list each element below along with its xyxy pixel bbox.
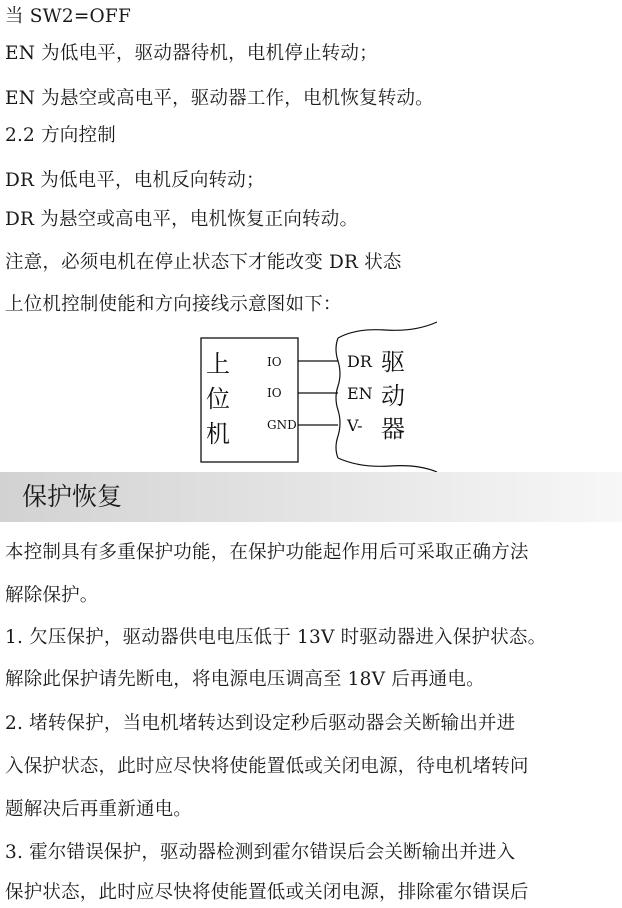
host-pin-label: IO — [267, 386, 282, 400]
host-pin-label: GND — [267, 418, 297, 432]
driver-pin-label: EN — [347, 384, 373, 403]
text-line: 题解决后再重新通电。 — [5, 799, 193, 820]
text-line: 解除此保护请先断电，将电源电压调高至 18V 后再通电。 — [5, 669, 485, 690]
driver-pin-label: DR — [347, 352, 372, 371]
section-header — [0, 472, 622, 522]
text-line: 解除保护。 — [5, 585, 99, 606]
text-line: 当 SW2=OFF — [5, 6, 131, 27]
driver-pin-label: V- — [347, 416, 363, 435]
text-line: 注意，必须电机在停止状态下才能改变 DR 状态 — [5, 252, 402, 273]
text-line: 2.2 方向控制 — [5, 125, 116, 146]
driver-label-char: 器 — [381, 415, 405, 443]
text-line: 2. 堵转保护，当电机堵转达到设定秒后驱动器会关断输出并进 — [5, 713, 516, 734]
text-line: EN 为悬空或高电平，驱动器工作，电机恢复转动。 — [5, 88, 434, 109]
host-label-char: 上 — [206, 350, 230, 378]
text-line: 上位机控制使能和方向接线示意图如下： — [5, 294, 342, 315]
text-line: 保护状态，此时应尽快将使能置低或关闭电源，排除霍尔错误后 — [5, 882, 529, 903]
driver-box-top — [338, 322, 437, 338]
driver-box-left — [336, 338, 340, 458]
driver-label-char: 驱 — [381, 348, 405, 376]
host-pin-label: IO — [267, 355, 282, 369]
text-line: DR 为悬空或高电平，电机恢复正向转动。 — [5, 209, 359, 230]
driver-box-bottom — [338, 458, 437, 472]
text-line: 1. 欠压保护，驱动器供电电压低于 13V 时驱动器进入保护状态。 — [5, 627, 547, 648]
host-label-char: 机 — [206, 420, 230, 448]
text-line: EN 为低电平，驱动器待机，电机停止转动； — [5, 43, 378, 64]
section-title: 保护恢复 — [22, 482, 123, 511]
host-label-char: 位 — [206, 385, 230, 413]
text-line: DR 为低电平，电机反向转动； — [5, 170, 265, 191]
text-line: 入保护状态，此时应尽快将使能置低或关闭电源，待电机堵转问 — [5, 756, 529, 777]
text-line: 本控制具有多重保护功能，在保护功能起作用后可采取正确方法 — [5, 542, 529, 563]
driver-label-char: 动 — [381, 382, 405, 410]
text-line: 3. 霍尔错误保护，驱动器检测到霍尔错误后会关断输出并进入 — [5, 842, 516, 863]
